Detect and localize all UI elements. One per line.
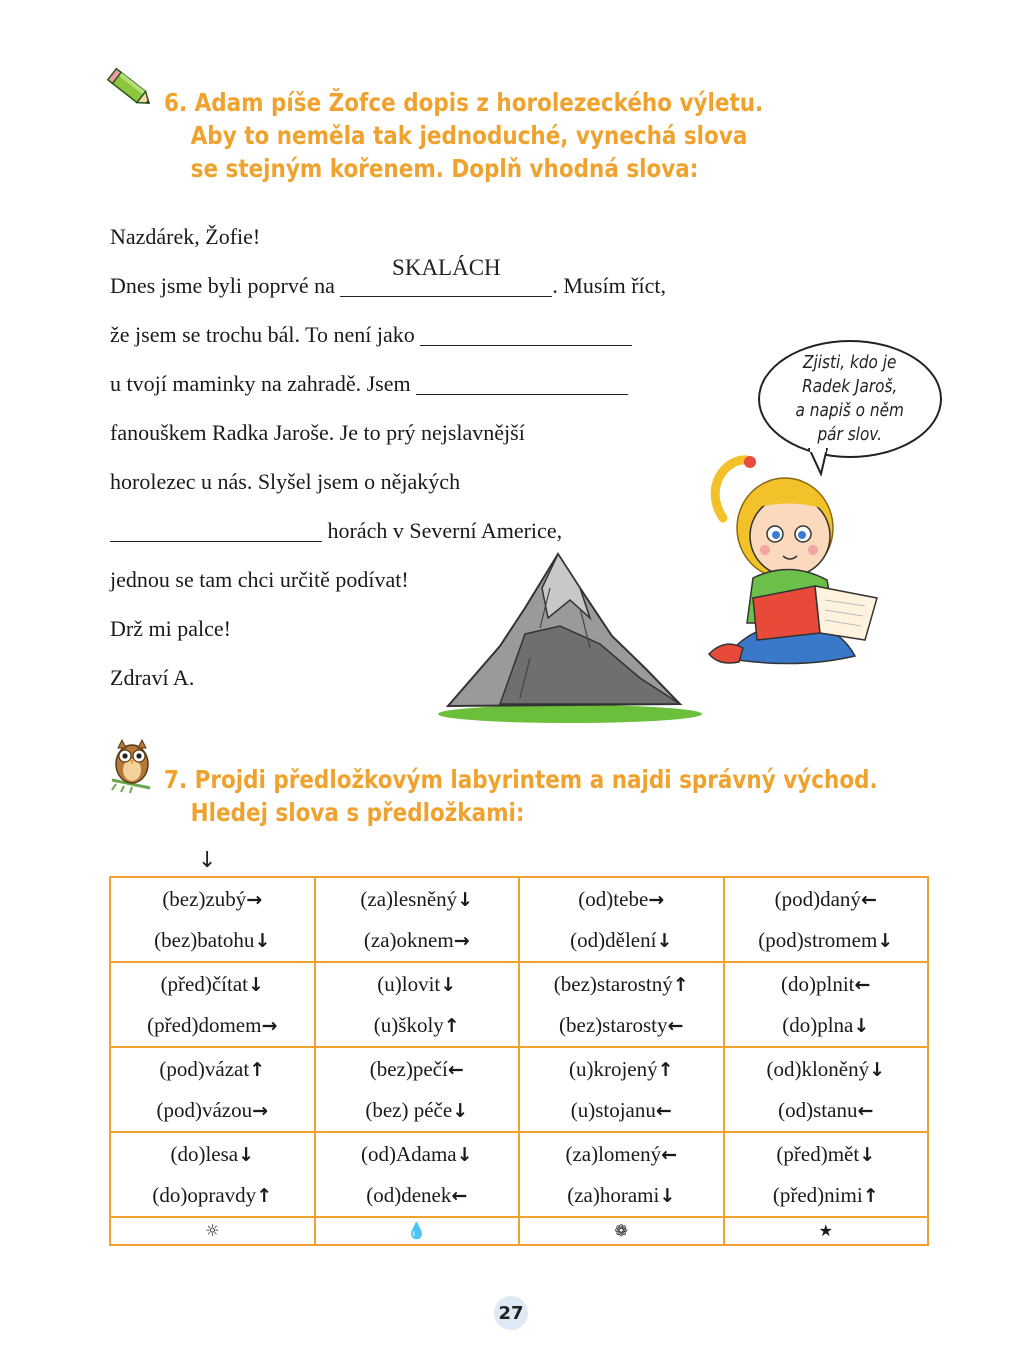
maze-word-text: (bez)starosty bbox=[559, 1012, 668, 1037]
maze-word bbox=[520, 1090, 723, 1131]
direction-arrow-icon: ↓ bbox=[254, 929, 271, 952]
exercise-6-heading-line: se stejným kořenem. Doplň vhodná slova: bbox=[190, 154, 699, 183]
maze-word-text: (od)Adama bbox=[360, 1141, 457, 1166]
maze-row bbox=[110, 1132, 928, 1217]
maze-cell[interactable] bbox=[724, 877, 929, 962]
girl-reading-illustration bbox=[695, 448, 885, 670]
maze-word-text: (před)domem bbox=[147, 1012, 262, 1037]
letter-line-text: u tvojí maminky na zahradě. Jsem bbox=[110, 371, 411, 396]
letter-greeting: Nazdárek, Žofie! bbox=[110, 224, 261, 249]
bubble-line: a napiš o něm bbox=[795, 400, 905, 421]
maze-word-text: (do)plnit bbox=[781, 971, 855, 996]
maze-table bbox=[109, 876, 929, 1246]
maze-word-text: (do)plna bbox=[782, 1012, 854, 1037]
maze-word bbox=[725, 964, 928, 1005]
maze-word-text: (před)mět bbox=[776, 1141, 860, 1166]
maze-word bbox=[316, 1175, 519, 1216]
maze-word bbox=[725, 920, 928, 961]
maze-word bbox=[725, 879, 928, 920]
sun-icon[interactable]: ☼ bbox=[110, 1217, 315, 1245]
bubble-line: Radek Jaroš, bbox=[802, 376, 898, 397]
maze-word bbox=[111, 1005, 314, 1046]
maze-word bbox=[725, 1005, 928, 1046]
answer-blank[interactable] bbox=[340, 255, 552, 297]
maze-word bbox=[111, 1049, 314, 1090]
maze-cell[interactable] bbox=[110, 1047, 315, 1132]
bubble-line: pár slov. bbox=[817, 424, 883, 445]
maze-word-text: (u)lovit bbox=[377, 971, 441, 996]
maze-word-text: (před)nimi bbox=[772, 1182, 863, 1207]
mountain-illustration bbox=[430, 548, 705, 728]
maze-word bbox=[316, 1134, 519, 1175]
maze-exits-row bbox=[110, 1217, 928, 1245]
maze-start-arrow: ↓ bbox=[198, 848, 217, 873]
direction-arrow-icon: ← bbox=[447, 1058, 464, 1081]
direction-arrow-icon: ← bbox=[655, 1099, 672, 1122]
maze-word-text: (u)krojený bbox=[568, 1056, 658, 1081]
exercise-6-heading-line: 6. Adam píše Žofce dopis z horolezeckého výletu. bbox=[164, 88, 764, 117]
direction-arrow-icon: ↑ bbox=[672, 973, 689, 996]
direction-arrow-icon: ↓ bbox=[659, 1184, 676, 1207]
letter-line-text: . Musím říct, bbox=[552, 273, 667, 298]
maze-word-text: (od)kloněný bbox=[766, 1056, 870, 1081]
maze-word-text: (u)stojanu bbox=[570, 1097, 656, 1122]
maze-word-text: (pod)vázat bbox=[159, 1056, 250, 1081]
direction-arrow-icon: ← bbox=[661, 1143, 678, 1166]
maze-word-text: (pod)daný bbox=[774, 886, 861, 911]
maze-cell[interactable] bbox=[519, 962, 724, 1047]
maze-word bbox=[316, 1090, 519, 1131]
maze-word bbox=[111, 1090, 314, 1131]
letter-line: Drž mi palce! bbox=[110, 616, 231, 641]
answer-blank[interactable] bbox=[110, 517, 322, 542]
exercise-6-heading-line: Aby to neměla tak jednoduché, vynechá slova bbox=[190, 121, 748, 150]
direction-arrow-icon: ↑ bbox=[256, 1184, 273, 1207]
maze-word bbox=[316, 879, 519, 920]
owl-icon bbox=[106, 734, 156, 794]
letter-line: horolezec u nás. Slyšel jsem o nějakých bbox=[110, 469, 461, 494]
maze-cell[interactable] bbox=[724, 1132, 929, 1217]
direction-arrow-icon: ← bbox=[854, 973, 871, 996]
direction-arrow-icon: ← bbox=[667, 1014, 684, 1037]
exercise-7-heading bbox=[164, 763, 878, 829]
letter-line-text: Dnes jsme byli poprvé na bbox=[110, 273, 335, 298]
direction-arrow-icon: → bbox=[246, 888, 263, 911]
maze-word bbox=[725, 1090, 928, 1131]
maze-word bbox=[520, 1175, 723, 1216]
speech-bubble bbox=[758, 340, 942, 458]
maze-row bbox=[110, 1047, 928, 1132]
maze-word-text: (od)tebe bbox=[578, 886, 649, 911]
maze-word-text: (bez)batohu bbox=[154, 927, 255, 952]
direction-arrow-icon: → bbox=[252, 1099, 269, 1122]
drop-icon[interactable]: 💧 bbox=[315, 1217, 520, 1245]
maze-cell[interactable] bbox=[110, 962, 315, 1047]
maze-row bbox=[110, 962, 928, 1047]
direction-arrow-icon: ← bbox=[857, 1099, 874, 1122]
maze-word-text: (u)školy bbox=[373, 1012, 444, 1037]
direction-arrow-icon: ↓ bbox=[457, 888, 474, 911]
maze-cell[interactable] bbox=[315, 962, 520, 1047]
direction-arrow-icon: ↑ bbox=[657, 1058, 674, 1081]
direction-arrow-icon: ↓ bbox=[440, 973, 457, 996]
maze-word bbox=[316, 964, 519, 1005]
letter-line bbox=[110, 310, 750, 359]
maze-word-text: (bez)zubý bbox=[162, 886, 247, 911]
maze-cell[interactable] bbox=[519, 877, 724, 962]
letter-line: fanouškem Radka Jaroše. Je to prý nejslavnější bbox=[110, 420, 525, 445]
maze-word-text: (od)denek bbox=[366, 1182, 452, 1207]
direction-arrow-icon: → bbox=[453, 929, 470, 952]
maze-cell[interactable] bbox=[315, 1132, 520, 1217]
direction-arrow-icon: ↓ bbox=[869, 1058, 886, 1081]
filled-answer: SKALÁCH bbox=[392, 255, 501, 280]
maze-cell[interactable] bbox=[315, 1047, 520, 1132]
maze-word-text: (bez)starostný bbox=[553, 971, 673, 996]
maze-word bbox=[725, 1049, 928, 1090]
direction-arrow-icon: ↓ bbox=[248, 973, 264, 996]
bubble-line: Zjisti, kdo je bbox=[803, 352, 897, 373]
direction-arrow-icon: ↓ bbox=[456, 1143, 473, 1166]
star-icon[interactable]: ★ bbox=[724, 1217, 929, 1245]
maze-word bbox=[111, 1175, 314, 1216]
maze-cell[interactable] bbox=[315, 877, 520, 962]
maze-word bbox=[520, 879, 723, 920]
maze-word bbox=[520, 1005, 723, 1046]
maze-word bbox=[316, 920, 519, 961]
maze-word-text: (za)lomený bbox=[565, 1141, 662, 1166]
letter-signature: Zdraví A. bbox=[110, 665, 195, 690]
maze-word bbox=[316, 1049, 519, 1090]
maze-word-text: (do)opravdy bbox=[152, 1182, 257, 1207]
direction-arrow-icon: ← bbox=[451, 1184, 468, 1207]
direction-arrow-icon: → bbox=[261, 1014, 278, 1037]
maze-word bbox=[111, 879, 314, 920]
maze-word-text: (od)dělení bbox=[570, 927, 657, 952]
maze-word-text: (před)čítat bbox=[160, 971, 249, 996]
letter-line-text: horách v Severní Americe, bbox=[327, 518, 563, 543]
direction-arrow-icon: → bbox=[648, 888, 665, 911]
maze-row bbox=[110, 877, 928, 962]
maze-word-text: (od)stanu bbox=[778, 1097, 858, 1122]
maze-cell[interactable] bbox=[110, 877, 315, 962]
maze-word bbox=[111, 920, 314, 961]
letter-line bbox=[110, 359, 750, 408]
direction-arrow-icon: ← bbox=[860, 888, 877, 911]
maze-word-text: (pod)stromem bbox=[758, 927, 878, 952]
direction-arrow-icon: ↑ bbox=[862, 1184, 879, 1207]
maze-word-text: (bez)pečí bbox=[369, 1056, 448, 1081]
maze-word-text: (pod)vázou bbox=[156, 1097, 253, 1122]
maze-cell[interactable] bbox=[724, 962, 929, 1047]
direction-arrow-icon: ↑ bbox=[249, 1058, 266, 1081]
letter-line: jednou se tam chci určitě podívat! bbox=[110, 567, 409, 592]
maze-word bbox=[725, 1175, 928, 1216]
letter-line-text: že jsem se trochu bál. To není jako bbox=[110, 322, 415, 347]
maze-word bbox=[725, 1134, 928, 1175]
page-number: 27 bbox=[494, 1296, 528, 1330]
maze-word-text: (bez) péče bbox=[365, 1097, 453, 1122]
direction-arrow-icon: ↓ bbox=[859, 1143, 876, 1166]
maze-word bbox=[520, 920, 723, 961]
direction-arrow-icon: ↓ bbox=[877, 929, 894, 952]
maze-cell[interactable] bbox=[110, 1132, 315, 1217]
exercise-7-heading-line: 7. Projdi předložkovým labyrintem a najdi správný východ. bbox=[164, 765, 878, 794]
flower-icon[interactable]: ❁ bbox=[519, 1217, 724, 1245]
maze-word bbox=[520, 1134, 723, 1175]
pencil-icon bbox=[106, 66, 156, 112]
letter-line bbox=[110, 255, 750, 310]
direction-arrow-icon: ↓ bbox=[238, 1143, 255, 1166]
direction-arrow-icon: ↓ bbox=[452, 1099, 469, 1122]
direction-arrow-icon: ↑ bbox=[443, 1014, 460, 1037]
direction-arrow-icon: ↓ bbox=[853, 1014, 870, 1037]
maze-cell[interactable] bbox=[519, 1132, 724, 1217]
maze-word bbox=[111, 964, 314, 1005]
maze-word bbox=[316, 1005, 519, 1046]
maze-word-text: (za)lesněný bbox=[360, 886, 458, 911]
answer-blank[interactable] bbox=[416, 370, 628, 395]
exercise-7-heading-line: Hledej slova s předložkami: bbox=[190, 798, 525, 827]
maze-cell[interactable] bbox=[519, 1047, 724, 1132]
maze-word bbox=[111, 1134, 314, 1175]
maze-word-text: (za)oknem bbox=[363, 927, 454, 952]
maze-word-text: (za)horami bbox=[567, 1182, 660, 1207]
answer-blank[interactable] bbox=[420, 321, 632, 346]
maze-word bbox=[520, 964, 723, 1005]
maze-word-text: (do)lesa bbox=[170, 1141, 239, 1166]
direction-arrow-icon: ↓ bbox=[656, 929, 673, 952]
maze-word bbox=[520, 1049, 723, 1090]
exercise-6-heading bbox=[164, 86, 763, 185]
maze-cell[interactable] bbox=[724, 1047, 929, 1132]
